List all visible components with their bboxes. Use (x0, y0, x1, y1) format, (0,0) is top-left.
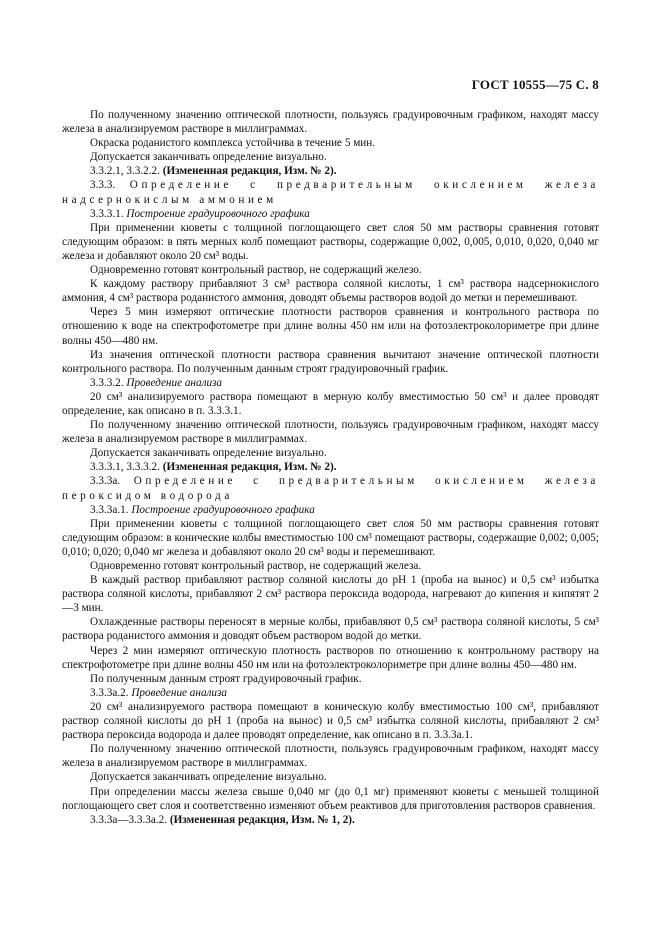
paragraph: 20 см³ анализируемого раствора помещают в коническую колбу вместимостью 100 см³, прибавляют раствор соляной кислоты до рН 1 (проба на вынос) и 0,5 см³ избытка соляной кислоты, прибавляют 2 см³ раствора пероксида водорода и далее проводят определение, как описано в п. 3.3.3а.1. (62, 700, 599, 742)
subsection-title: Проведение анализа (131, 686, 227, 699)
paragraph: Из значения оптической плотности раствора сравнения вычитают значение оптической плотности контрольного раствора. По полученным данным строят градуировочный график. (62, 348, 599, 375)
paragraph: Допускается заканчивать определение визуально. (90, 771, 327, 784)
clause-number: 3.3.3а.2. (90, 686, 129, 699)
subsection-title: Проведение анализа (126, 376, 223, 389)
clause-number: 3.3.3а. (90, 475, 121, 488)
subsection-heading (62, 503, 599, 517)
amendment-label: (Измененная редакция, Изм. № 2). (162, 165, 337, 178)
paragraph: К каждому раствору прибавляют 3 см³ раствора соляной кислоты, 1 см³ раствора надсернокислого аммония, 4 см³ раствора роданистого аммония, доводят объемы растворов водой до метки и перемешивают. (62, 278, 599, 305)
paragraph: Через 2 мин измеряют оптическую плотность растворов по отношению к контрольному раствору на спектрофотометре при длине волны 450 нм или на фотоэлектроколориметре при длине волны 450—480 нм. (62, 644, 599, 671)
paragraph: Одновременно готовят контрольный раствор, не содержащий железа. (90, 560, 422, 572)
clause-number: 3.3.3а—3.3.3а.2. (90, 813, 168, 826)
clause-number: 3.3.3. (90, 179, 116, 192)
clause-number: 3.3.3.2. (90, 376, 124, 389)
amendment-label: (Измененная редакция, Изм. № 1, 2). (169, 813, 355, 826)
subsection-heading (62, 207, 599, 221)
section-heading (62, 178, 599, 206)
subsection-heading (62, 376, 599, 390)
section-title: Определение с предварительным окислением железа надсернокислым аммонием (62, 179, 599, 206)
paragraph: Допускается заканчивать определение визуально. (90, 447, 327, 460)
paragraph: Допускается заканчивать определение визуально. (90, 151, 327, 164)
clause-number: 3.3.3.1, 3.3.3.2. (90, 461, 160, 474)
paragraph: По полученному значению оптической плотности, пользуясь градуировочным графиком, находят массу железа в анализируемом растворе в миллиграммах. (62, 109, 599, 136)
paragraph: В каждый раствор прибавляют раствор соляной кислоты до рН 1 (проба на вынос) и 0,5 см³ избытка раствора соляной кислоты, прибавляют 2 см³ раствора пероксида водорода, нагревают до кипения и кипятят 2—3 мин. (62, 574, 599, 615)
subsection-title: Построение градуировочного графика (131, 503, 315, 516)
clause-number: 3.3.3.1. (90, 207, 124, 220)
section-heading (62, 474, 599, 502)
document-body (62, 108, 599, 827)
page-header: ГОСТ 10555—75 С. 8 (471, 77, 599, 92)
amendment-label: (Измененная редакция, Изм. № 2). (162, 461, 337, 474)
paragraph: 20 см³ анализируемого раствора помещают в мерную колбу вместимостью 50 см³ и далее проводят определение, как описано в п. 3.3.3.1. (62, 390, 599, 417)
paragraph: При применении кюветы с толщиной поглощающего свет слоя 50 мм растворы сравнения готовят следующим образом: в конические колбы вместимостью 100 см³ помещают растворы, содержащие 0,002; 0,005; 0,010; 0,020; 0,040 мг железа и добавляют около 20 см³ воды и перемешивают. (62, 517, 599, 558)
paragraph: По полученным данным строят градуировочный график. (90, 672, 362, 685)
section-title: Определение с предварительным окислением железа пероксидом водорода (62, 475, 600, 502)
paragraph: По полученному значению оптической плотности, пользуясь градуировочным графиком, находят массу железа в анализируемом растворе в миллиграммах. (62, 419, 599, 446)
paragraph: Охлажденные растворы переносят в мерные колбы, прибавляют 0,5 см³ раствора соляной кислоты, 5 см³ раствора роданистого аммония и доводят объем раствором водой до метки. (62, 616, 599, 643)
paragraph: Окраска роданистого комплекса устойчива в течение 5 мин. (90, 137, 376, 150)
paragraph: При применении кюветы с толщиной поглощающего свет слоя 50 мм растворы сравнения готовят следующим образом: в пять мерных колб помещают растворы, содержащие 0,002, 0,005, 0,010, 0,020, 0,040 мг железа и добавляют около 20 см³ воды. (62, 221, 599, 262)
paragraph: Одновременно готовят контрольный раствор, не содержащий железо. (90, 264, 422, 277)
clause-number: 3.3.2.1, 3.3.2.2. (90, 165, 160, 178)
paragraph: По полученному значению оптической плотности, пользуясь градуировочным графиком, находят массу железа в анализируемом растворе в миллиграммах. (62, 743, 599, 770)
amendment-note (62, 460, 599, 474)
paragraph: При определении массы железа свыше 0,040 мг (до 0,1 мг) применяют кюветы с меньшей толщиной поглощающего свет слоя и соответственно изменяют объем реактивов для приготовления растворов сравнения. (62, 785, 599, 812)
subsection-heading (62, 686, 599, 700)
amendment-note (62, 164, 599, 178)
paragraph: Через 5 мин измеряют оптические плотности растворов сравнения и контрольного раствора по отношению к воде на спектрофотометре при длине волны 450 нм или на фотоэлектроколориметре при длине волны 450—480 нм. (62, 306, 599, 347)
amendment-note (62, 813, 599, 827)
clause-number: 3.3.3а.1. (90, 503, 129, 516)
subsection-title: Построение градуировочного графика (126, 207, 310, 220)
